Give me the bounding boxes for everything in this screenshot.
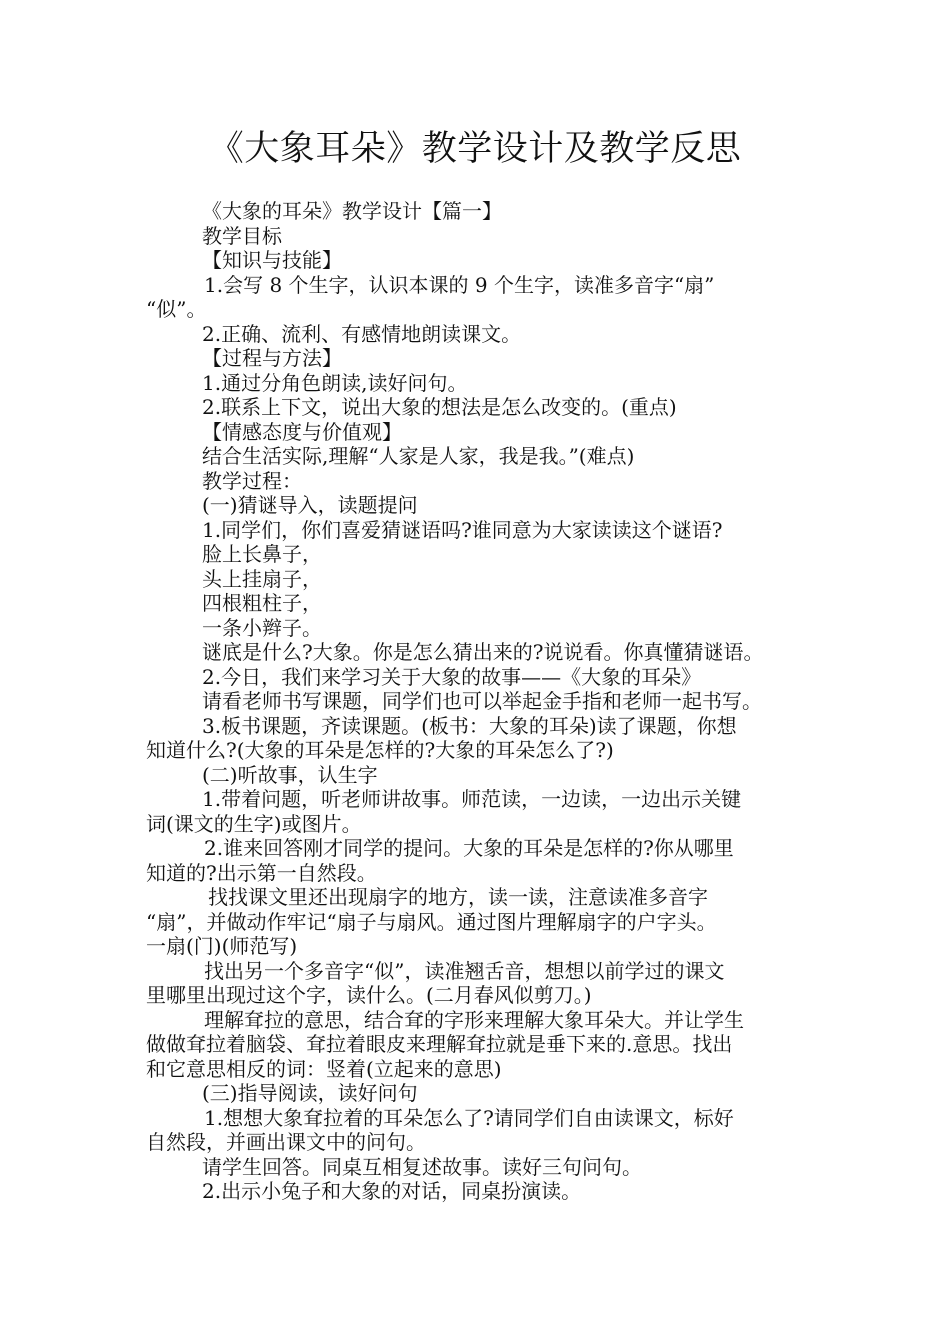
text-line: 知道什么?(大象的耳朵是怎样的?大象的耳朵怎么了?) [146,738,614,762]
text-line: 2.谁来回答刚才同学的提问。大象的耳朵是怎样的?你从哪里 [204,836,734,860]
text-line: 2.正确、流利、有感情地朗读课文。 [202,321,522,346]
text-line: 2.联系上下文，说出大象的想法是怎么改变的。(重点) [202,395,677,419]
text-line: 1.会写 8 个生字，认识本课的 9 个生字，读准多音字“扇” [204,272,715,297]
text-line: 【知识与技能】 [202,248,342,272]
text-line: 一扇(门)(师范写) [146,934,298,958]
text-line: (一)猜谜导入，读题提问 [202,493,418,517]
text-line: 请学生回答。同桌互相复述故事。读好三句问句。 [202,1154,642,1179]
text-line: 教学目标 [202,223,282,248]
text-line: 2.今日，我们来学习关于大象的故事——《大象的耳朵》 [202,664,702,689]
text-line: 请看老师书写课题，同学们也可以举起金手指和老师一起书写。 [202,689,762,713]
text-line: 1.同学们，你们喜爱猜谜语吗?谁同意为大家读读这个谜语? [202,517,723,542]
text-line: 1.带着问题，听老师讲故事。师范读，一边读，一边出示关键 [202,787,742,811]
text-line: 《大象的耳朵》教学设计【篇一】 [202,199,502,223]
text-line: (三)指导阅读，读好问句 [202,1081,418,1105]
text-line: 谜底是什么?大象。你是怎么猜出来的?说说看。你真懂猜谜语。 [202,640,764,664]
text-line: 教学过程： [202,468,302,493]
text-line: 和它意思相反的词：竖着(立起来的意思) [146,1056,502,1081]
text-line: 找出另一个多音字“似”，读准翘舌音，想想以前学过的课文 [204,958,725,983]
document-title: 《大象耳朵》教学设计及教学反思 [208,129,742,169]
text-line: 做做耷拉着脑袋、耷拉着眼皮来理解耷拉就是垂下来的.意思。找出 [146,1032,733,1056]
text-line: 【情感态度与价值观】 [202,419,402,444]
text-line: 知道的?出示第一自然段。 [146,860,377,885]
text-line: 脸上长鼻子， [202,542,322,566]
text-line: 2.出示小兔子和大象的对话，同桌扮演读。 [202,1179,582,1203]
document-body [146,199,826,1204]
text-line: 里哪里出现过这个字，读什么。(二月春风似剪刀。) [146,983,592,1007]
text-line: 【过程与方法】 [202,346,342,370]
text-line: 四根粗柱子， [202,591,322,615]
text-line: 理解耷拉的意思，结合耷的字形来理解大象耳朵大。并让学生 [204,1007,744,1032]
text-line: 1.通过分角色朗读,读好问句。 [202,370,468,395]
text-line: 头上挂扇子， [202,566,322,591]
text-line: 自然段，并画出课文中的问句。 [146,1130,426,1154]
text-line: 词(课文的生字)或图片。 [146,811,362,836]
text-line: 找找课文里还出现扇字的地方，读一读，注意读准多音字 [208,885,708,909]
text-line: “扇”，并做动作牢记“扇子与扇风。通过图片理解扇字的户字头。 [146,909,717,934]
text-line: 一条小辫子。 [202,615,322,640]
text-line: 1.想想大象耷拉着的耳朵怎么了?请同学们自由读课文，标好 [204,1105,734,1130]
text-line: 3.板书课题，齐读课题。(板书：大象的耳朵)读了课题，你想 [202,713,737,738]
text-line: “似”。 [146,297,207,321]
text-line: 结合生活实际,理解“人家是人家，我是我。”(难点) [202,444,635,468]
text-line: (二)听故事，认生字 [202,762,378,787]
